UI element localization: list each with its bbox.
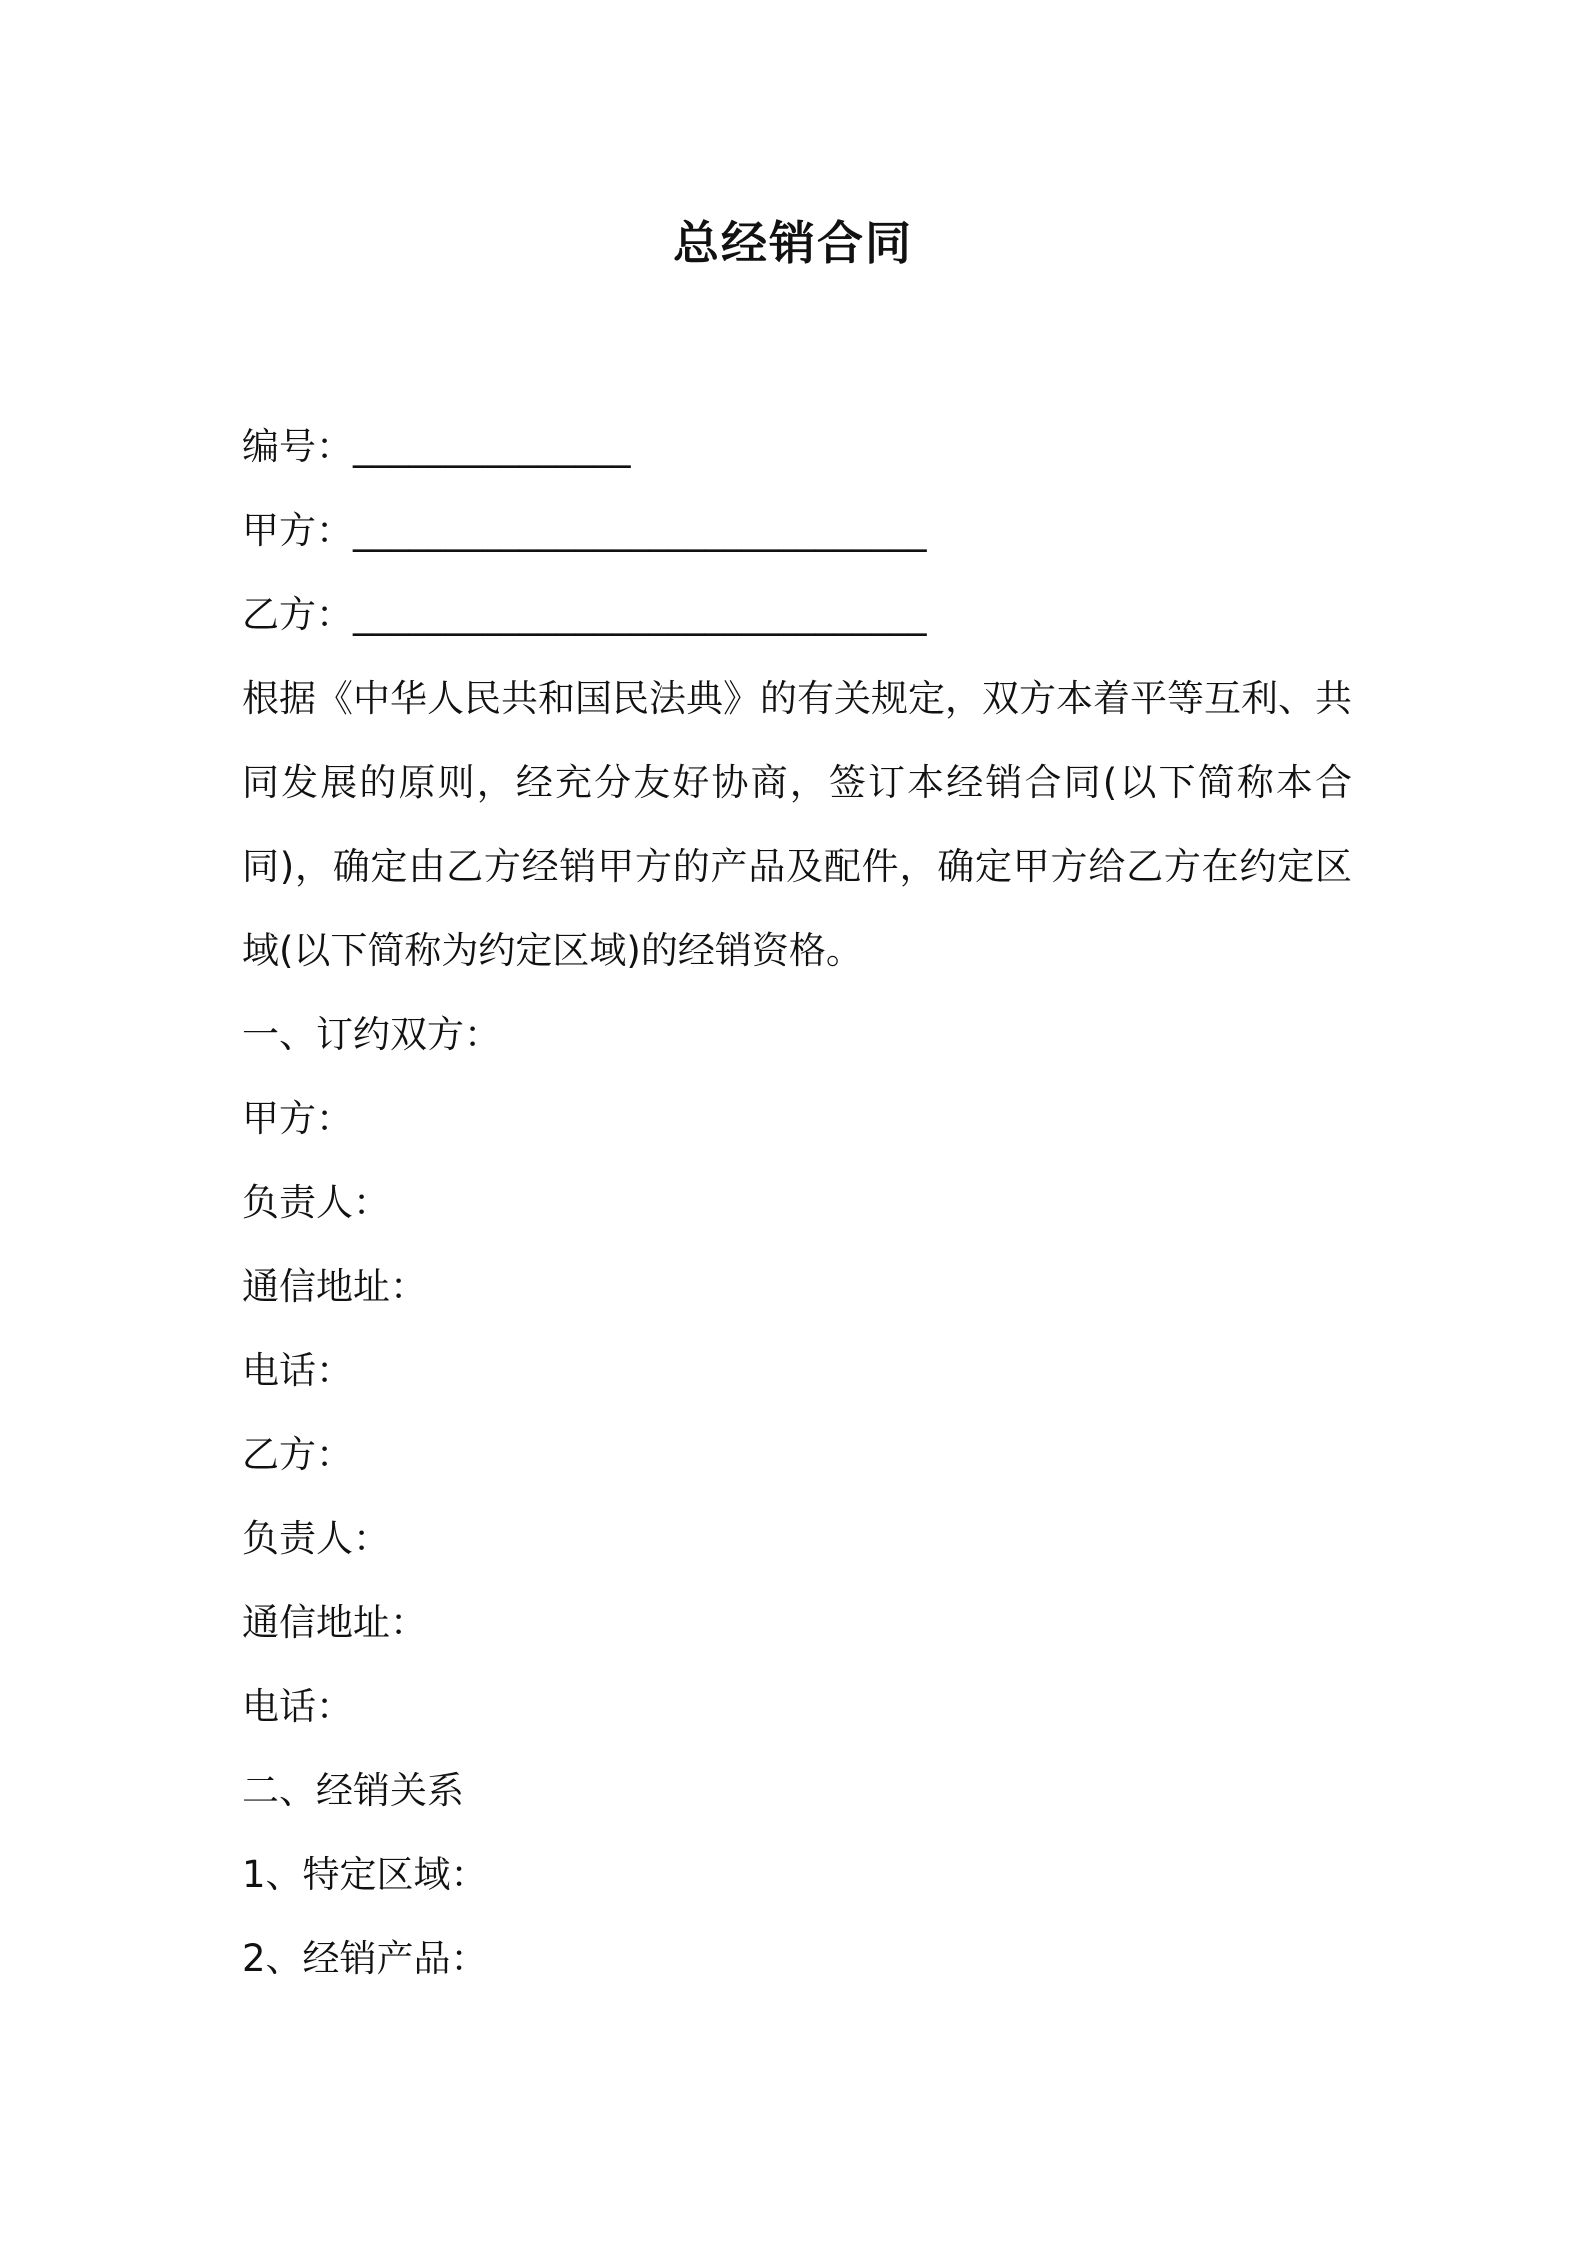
party-b-contact-label: 负责人：	[242, 1517, 390, 1560]
party-a-phone-label: 电话：	[242, 1349, 353, 1392]
contract-number-field: 编号：_______________	[242, 425, 631, 468]
section-heading: 一、订约双方：	[242, 1013, 501, 1056]
party-a-address-label: 通信地址：	[242, 1265, 427, 1308]
document-title: 总经销合同	[673, 216, 913, 270]
specific-region-label: 1、特定区域：	[242, 1853, 488, 1896]
party-b-phone-label: 电话：	[242, 1685, 353, 1728]
section-heading: 二、经销关系	[242, 1769, 464, 1812]
party-a-label: 甲方：	[242, 1097, 353, 1140]
intro-paragraph: 根据《中华人民共和国民法典》的有关规定，双方本着平等互利、共同发展的原则，经充分友好协商，签订本经销合同(以下简称本合同)，确定由乙方经销甲方的产品及配件，确定甲方给乙方在约定区域(以下简称为约定区域)的经销资格。	[242, 677, 1352, 972]
party-b-label: 乙方：	[242, 1433, 353, 1476]
party-b-field: 乙方：_______________________________	[242, 593, 927, 636]
document-body	[242, 405, 1352, 2001]
party-a-contact-label: 负责人：	[242, 1181, 390, 1224]
party-a-field: 甲方：_______________________________	[242, 509, 927, 552]
party-b-address-label: 通信地址：	[242, 1601, 427, 1644]
products-label: 2、经销产品：	[242, 1937, 488, 1980]
